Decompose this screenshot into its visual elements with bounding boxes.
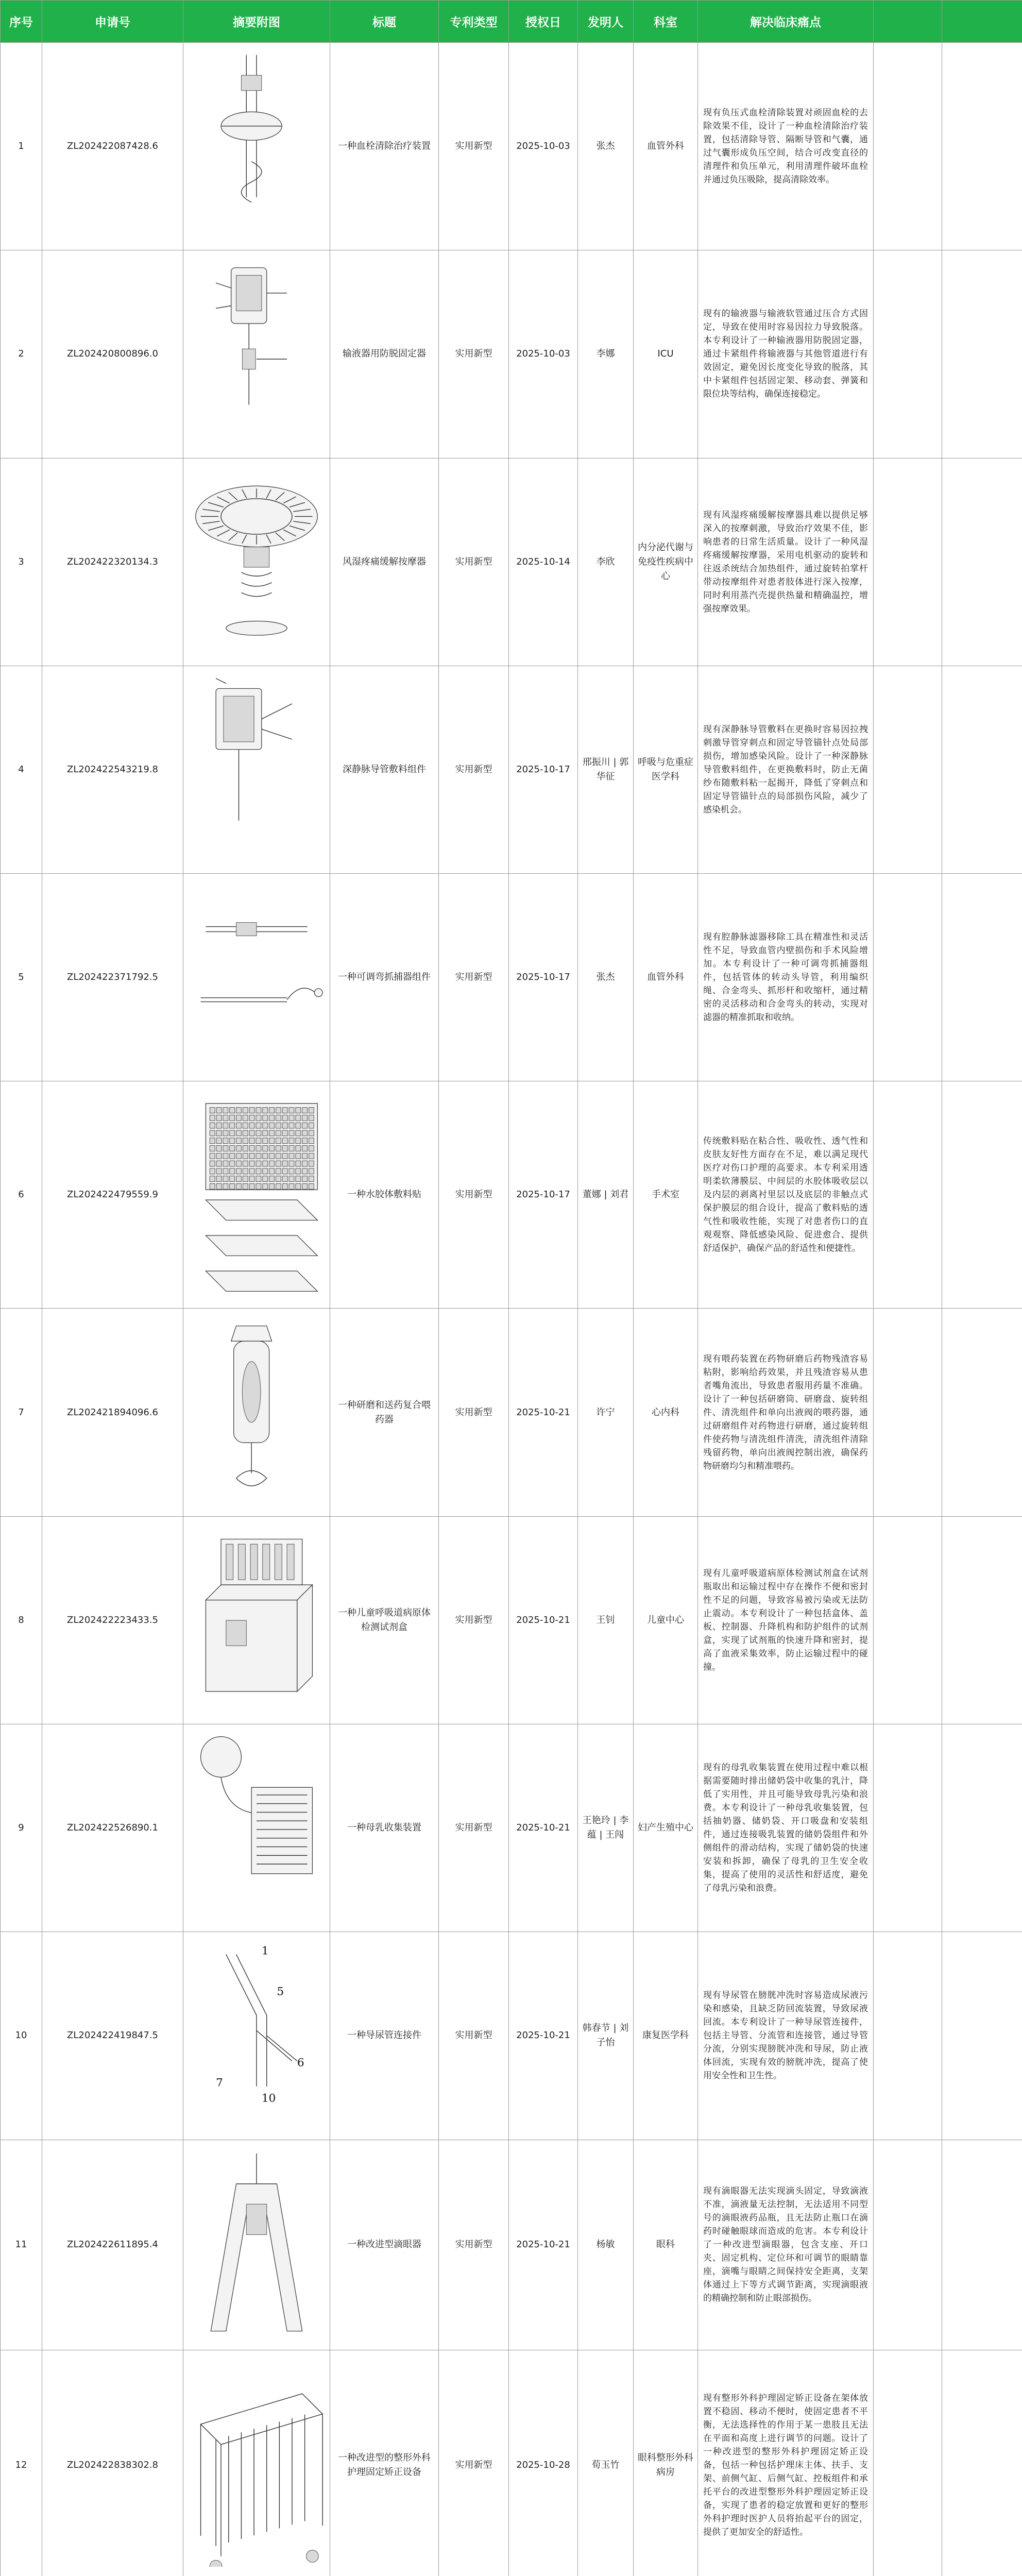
cell-title: 一种研磨和送药复合喂药器 <box>330 1309 439 1516</box>
col-header-pain-point: 解决临床痛点 <box>698 1 874 43</box>
header-row <box>1 1 1022 43</box>
cell-dept: 呼吸与危重症医学科 <box>634 666 698 873</box>
col-header-type: 专利类型 <box>439 1 509 43</box>
cell-empty-1 <box>874 2350 942 2576</box>
cell-empty-1 <box>874 1724 942 1931</box>
cell-app-no: ZL202422838302.8 <box>42 2350 183 2576</box>
cell-empty-1 <box>874 666 942 873</box>
cell-title: 一种改进型滴眼器 <box>330 2140 439 2350</box>
cell-type: 实用新型 <box>439 1081 509 1309</box>
cell-inventor: 李娜 <box>578 250 634 458</box>
col-header-title: 标题 <box>330 1 439 43</box>
cell-title: 一种水胶体敷料贴 <box>330 1081 439 1309</box>
patent-figure <box>185 2363 328 2566</box>
cell-type: 实用新型 <box>439 874 509 1081</box>
cell-pain-point: 现有深静脉导管敷料在更换时容易因拉拽刺激导管穿刺点和固定导管锚针点处局部损伤，增加感染风险。设计了一种深静脉导管敷料组件，在更换敷料时，防止无菌纱布随敷料粘一起揭开，降低了穿刺点和固定导管锚针点的局部损伤风险，减少了感染机会。 <box>698 666 874 873</box>
cell-figure <box>183 1309 330 1516</box>
svg-text:10: 10 <box>261 2092 276 2105</box>
cell-dept: 内分泌代谢与免疫性疾病中心 <box>634 458 698 666</box>
col-header-inventor: 发明人 <box>578 1 634 43</box>
cell-empty-2 <box>942 874 1022 1081</box>
cell-figure <box>183 43 330 250</box>
cell-inventor: 荀玉竹 <box>578 2350 634 2576</box>
cell-pain-point: 传统敷料贴在粘合性、吸收性、透气性和皮肤友好性方面存在不足，难以满足现代医疗对伤口护理的高要求。本专利采用透明柔软薄膜层、中间层的水胶体吸收层以及内层的剥离衬里层以及底层的非触点式保护膜层的组合设计，提高了敷料贴的透气性和吸收性能，实现了对患者伤口的直观观察、降低感染风险、促进愈合、提供舒适保护，确保产品的舒适性和便捷性。 <box>698 1081 874 1309</box>
table-row <box>1 1081 1022 1309</box>
patent-figure <box>185 1726 328 1929</box>
cell-no: 11 <box>1 2140 42 2350</box>
cell-type: 实用新型 <box>439 43 509 250</box>
table-row <box>1 1516 1022 1724</box>
cell-figure <box>183 1081 330 1309</box>
cell-figure <box>183 2140 330 2350</box>
cell-empty-2 <box>942 43 1022 250</box>
cell-no: 6 <box>1 1081 42 1309</box>
cell-empty-1 <box>874 874 942 1081</box>
cell-type: 实用新型 <box>439 666 509 873</box>
cell-inventor: 张杰 <box>578 43 634 250</box>
patent-figure <box>185 1093 328 1296</box>
cell-empty-1 <box>874 1309 942 1516</box>
cell-type: 实用新型 <box>439 458 509 666</box>
table-row <box>1 2140 1022 2350</box>
cell-app-no: ZL202422419847.5 <box>42 1932 183 2140</box>
cell-date: 2025-10-21 <box>509 1516 578 1724</box>
cell-date: 2025-10-03 <box>509 43 578 250</box>
cell-pain-point: 现有喂药装置在药物研磨后药物残渣容易粘附，影响给药效果，并且残渣容易从患者嘴角流出，导致患者服用药量不准确。设计了一种包括研磨筒、研磨盘、旋转组件、清洗组件和单向出液阀的喂药器，通过研磨组件对药物进行研磨，通过旋转组件使药物与清洗组件清洗，清洗组件清除残留药物，单向出液阀控制出液，确保药物研磨均匀和精准喂药。 <box>698 1309 874 1516</box>
cell-empty-1 <box>874 1932 942 2140</box>
cell-inventor: 王艳玲 | 李蕴 | 王闯 <box>578 1724 634 1931</box>
cell-date: 2025-10-21 <box>509 2140 578 2350</box>
cell-empty-1 <box>874 2140 942 2350</box>
cell-date: 2025-10-14 <box>509 458 578 666</box>
cell-dept: ICU <box>634 250 698 458</box>
table-row <box>1 43 1022 250</box>
cell-dept: 康复医学科 <box>634 1932 698 2140</box>
cell-pain-point: 现有整形外科护理固定矫正设备在架体放置不稳固、移动不便时，使固定患者不平衡，无法选择性的作用于某一患肢且无法在平面和高度上进行调节的问题。设计了一种改进型的整形外科护理固定矫正设备，包括一种包括护理床主体、扶手、支架、前侧气缸、后侧气缸、控板组件和承托平台的改进型整形外科护理固定矫正设备，实现了患者的稳定放置和更好的整形外科护理时医护人员将抬起平台的固定，提供了更加安全的舒适性。 <box>698 2350 874 2576</box>
cell-empty-1 <box>874 458 942 666</box>
cell-dept: 眼科 <box>634 2140 698 2350</box>
cell-inventor: 邢振川 | 郭华征 <box>578 666 634 873</box>
col-header-app-no: 申请号 <box>42 1 183 43</box>
cell-pain-point: 现有负压式血栓清除装置对顽固血栓的去除效果不佳，设计了一种血栓清除治疗装置，包括清除导管、隔断导管和气囊，通过气囊形成负压空间，结合可改变直径的清理件和负压单元，利用清理件破坏血栓并通过负压吸除，提高清除效率。 <box>698 43 874 250</box>
cell-pain-point: 现有腔静脉滤器移除工具在精准性和灵活性不足，导致血管内壁损伤和手术风险增加。本专利设计了一种可调弯抓捕器组件，包括管体的转动头导管，利用编织绳、合金弯头、抓形杆和收缩杆，通过精密的灵活移动和合金弯头的转动，实现对滤器的精准抓取和收纳。 <box>698 874 874 1081</box>
cell-date: 2025-10-21 <box>509 1724 578 1931</box>
cell-dept: 血管外科 <box>634 874 698 1081</box>
svg-text:1: 1 <box>261 1944 269 1958</box>
cell-type: 实用新型 <box>439 1932 509 2140</box>
col-header-no: 序号 <box>1 1 42 43</box>
cell-title: 深静脉导管敷料组件 <box>330 666 439 873</box>
cell-app-no: ZL202421894096.6 <box>42 1309 183 1516</box>
cell-empty-2 <box>942 666 1022 873</box>
cell-no: 1 <box>1 43 42 250</box>
cell-empty-2 <box>942 458 1022 666</box>
cell-dept: 眼科整形外科病房 <box>634 2350 698 2576</box>
patent-figure <box>185 1934 328 2137</box>
cell-dept: 妇产生殖中心 <box>634 1724 698 1931</box>
cell-inventor: 李欣 <box>578 458 634 666</box>
cell-no: 10 <box>1 1932 42 2140</box>
cell-figure <box>183 1516 330 1724</box>
table-row <box>1 1309 1022 1516</box>
cell-pain-point: 现有的母乳收集装置在使用过程中难以根据需要随时排出储奶袋中收集的乳汁，降低了实用性，并且可能导致母乳污染和浪费。本专利设计了一种母乳收集装置，包括抽奶器、储奶袋、开口吸盘和安装组件，通过连接吸乳装置的储奶袋组件和外侧组件的滑动结构，实现了储奶袋的快速安装和拆卸，确保了母乳的卫生安全收集，提高了使用的灵活性和舒适度，避免了母乳污染和浪费。 <box>698 1724 874 1931</box>
cell-app-no: ZL202422087428.6 <box>42 43 183 250</box>
cell-empty-2 <box>942 1516 1022 1724</box>
cell-no: 12 <box>1 2350 42 2576</box>
cell-no: 8 <box>1 1516 42 1724</box>
cell-no: 3 <box>1 458 42 666</box>
table-row <box>1 666 1022 873</box>
table-row <box>1 1724 1022 1931</box>
patent-figure <box>185 876 328 1079</box>
cell-empty-2 <box>942 1932 1022 2140</box>
table-row <box>1 1932 1022 2140</box>
cell-type: 实用新型 <box>439 250 509 458</box>
table-row <box>1 2350 1022 2576</box>
col-header-figure: 摘要附图 <box>183 1 330 43</box>
cell-title: 一种改进型的整形外科护理固定矫正设备 <box>330 2350 439 2576</box>
cell-empty-1 <box>874 1516 942 1724</box>
cell-pain-point: 现有滴眼器无法实现滴头固定，导致滴液不准，滴液量无法控制，无法适用不同型号的滴眼液药品瓶，且无法防止瓶口在滴药时碰触眼球而造成的危害。本专利设计了一种改进型滴眼器，包含支座、开口夹、固定机构、定位环和可调节的眼睛靠座，滴嘴与眼睛之间保持安全距离，支架体通过上下等方式调节距离，实现滴眼液的精确控制和防止眼部损伤。 <box>698 2140 874 2350</box>
patent-figure <box>185 1311 328 1514</box>
cell-figure <box>183 2350 330 2576</box>
patent-figure <box>185 45 328 248</box>
cell-date: 2025-10-17 <box>509 666 578 873</box>
col-header-dept: 科室 <box>634 1 698 43</box>
col-header-empty-2 <box>942 1 1022 43</box>
cell-date: 2025-10-03 <box>509 250 578 458</box>
patent-figure <box>185 461 328 664</box>
cell-date: 2025-10-17 <box>509 874 578 1081</box>
cell-title: 一种可调弯抓捕器组件 <box>330 874 439 1081</box>
cell-date: 2025-10-21 <box>509 1932 578 2140</box>
cell-dept: 儿童中心 <box>634 1516 698 1724</box>
cell-app-no: ZL202422526890.1 <box>42 1724 183 1931</box>
cell-app-no: ZL202422479559.9 <box>42 1081 183 1309</box>
cell-empty-2 <box>942 1309 1022 1516</box>
cell-type: 实用新型 <box>439 2140 509 2350</box>
svg-text:7: 7 <box>216 2076 223 2090</box>
cell-inventor: 张杰 <box>578 874 634 1081</box>
cell-title: 一种儿童呼吸道病原体检测试剂盒 <box>330 1516 439 1724</box>
cell-no: 5 <box>1 874 42 1081</box>
cell-figure <box>183 1724 330 1931</box>
col-header-empty-1 <box>874 1 942 43</box>
cell-app-no: ZL202422543219.8 <box>42 666 183 873</box>
table-row <box>1 458 1022 666</box>
cell-figure <box>183 458 330 666</box>
cell-inventor: 韩春节 | 刘子怡 <box>578 1932 634 2140</box>
cell-date: 2025-10-21 <box>509 1309 578 1516</box>
cell-pain-point: 现有导尿管在膀胱冲洗时容易造成尿液污染和感染，且缺乏防回流装置，导致尿液回流。本专利设计了一种导尿管连接件，包括主导管、分流管和连接管，通过导管分流，分别实现膀胱冲洗和导尿，防止液体回流，实现有效的膀胱冲洗，提高了使用安全性和卫生性。 <box>698 1932 874 2140</box>
cell-empty-2 <box>942 1724 1022 1931</box>
cell-empty-1 <box>874 1081 942 1309</box>
patent-figure <box>185 252 328 455</box>
cell-figure <box>183 250 330 458</box>
cell-type: 实用新型 <box>439 2350 509 2576</box>
patent-figure <box>185 668 328 871</box>
cell-type: 实用新型 <box>439 1516 509 1724</box>
cell-dept: 血管外科 <box>634 43 698 250</box>
cell-empty-1 <box>874 43 942 250</box>
svg-text:6: 6 <box>297 2056 304 2070</box>
cell-no: 4 <box>1 666 42 873</box>
col-header-date: 授权日 <box>509 1 578 43</box>
cell-date: 2025-10-28 <box>509 2350 578 2576</box>
cell-empty-2 <box>942 1081 1022 1309</box>
cell-empty-1 <box>874 250 942 458</box>
cell-inventor: 杨敏 <box>578 2140 634 2350</box>
cell-inventor: 许宁 <box>578 1309 634 1516</box>
table-row <box>1 250 1022 458</box>
table-row <box>1 874 1022 1081</box>
cell-type: 实用新型 <box>439 1309 509 1516</box>
cell-title: 一种导尿管连接件 <box>330 1932 439 2140</box>
svg-text:5: 5 <box>277 1985 284 1998</box>
cell-date: 2025-10-17 <box>509 1081 578 1309</box>
cell-inventor: 董娜 | 刘君 <box>578 1081 634 1309</box>
cell-type: 实用新型 <box>439 1724 509 1931</box>
patent-figure <box>185 2143 328 2346</box>
cell-empty-2 <box>942 2140 1022 2350</box>
cell-empty-2 <box>942 2350 1022 2576</box>
cell-title: 输液器用防脱固定器 <box>330 250 439 458</box>
cell-pain-point: 现有儿童呼吸道病原体检测试剂盒在试剂瓶取出和运输过程中存在操作不便和密封性不足的问题，导致容易被污染或无法防止震动。本专利设计了一种包括盒体、盖板、控制器、升降机构和防护组件的试剂盒，实现了试剂瓶的快速升降和密封，提高了血液采集效率，防止运输过程中的碰撞。 <box>698 1516 874 1724</box>
cell-app-no: ZL202420800896.0 <box>42 250 183 458</box>
cell-inventor: 王钊 <box>578 1516 634 1724</box>
cell-title: 风湿疼痛缓解按摩器 <box>330 458 439 666</box>
cell-no: 9 <box>1 1724 42 1931</box>
cell-empty-2 <box>942 250 1022 458</box>
cell-app-no: ZL202422320134.3 <box>42 458 183 666</box>
cell-app-no: ZL202422223433.5 <box>42 1516 183 1724</box>
cell-title: 一种母乳收集装置 <box>330 1724 439 1931</box>
cell-no: 7 <box>1 1309 42 1516</box>
cell-dept: 手术室 <box>634 1081 698 1309</box>
cell-figure <box>183 874 330 1081</box>
cell-no: 2 <box>1 250 42 458</box>
cell-pain-point: 现有的输液器与输液软管通过压合方式固定，导致在使用时容易因拉力导致脱落。本专利设计了一种输液器用防脱固定器，通过卡紧组件将输液器与其他管道进行有效固定，避免因长度变化导致的脱落，其中卡紧组件包括固定架、移动套、弹簧和限位块等结构，确保连接稳定。 <box>698 250 874 458</box>
cell-figure <box>183 666 330 873</box>
cell-app-no: ZL202422611895.4 <box>42 2140 183 2350</box>
patent-figure <box>185 1519 328 1722</box>
cell-app-no: ZL202422371792.5 <box>42 874 183 1081</box>
cell-pain-point: 现有风湿疼痛缓解按摩器具难以提供足够深入的按摩刺激，导致治疗效果不佳，影响患者的日常生活质量。设计了一种风湿疼痛缓解按摩器，采用电机驱动的旋转和往返杀统结合加热组件，通过旋转拍掌杆带动按摩组件对患者肢体进行深入按摩，同时利用蒸汽壳提供热量和精确温控，增强按摩效果。 <box>698 458 874 666</box>
cell-title: 一种血栓清除治疗装置 <box>330 43 439 250</box>
cell-dept: 心内科 <box>634 1309 698 1516</box>
cell-figure <box>183 1932 330 2140</box>
